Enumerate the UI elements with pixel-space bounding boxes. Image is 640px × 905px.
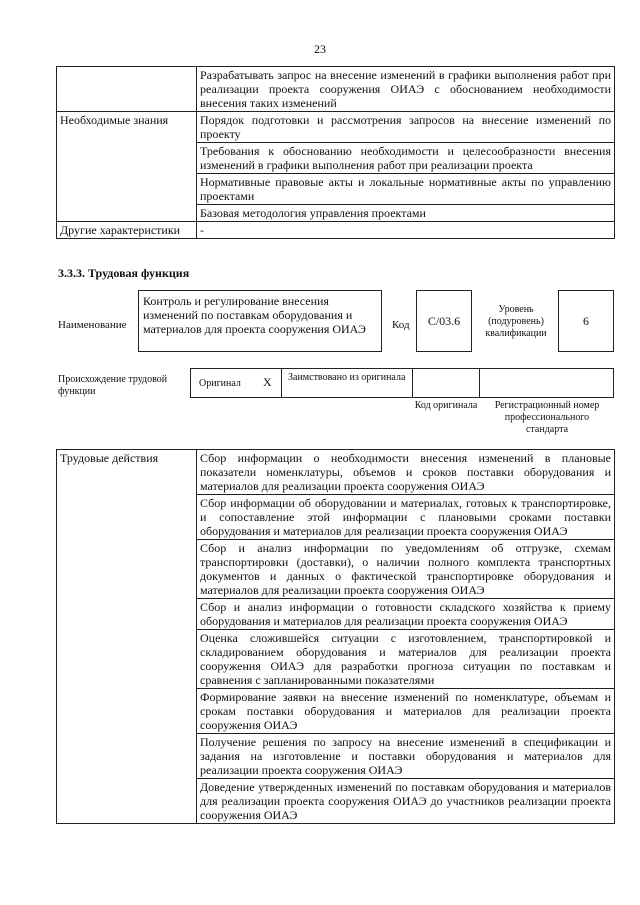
action-item: Доведение утвержденных изменений по поставкам оборудования и материалов для реализации проекта сооружения ОИАЭ до участников реализации проекта сооружения ОИАЭ [197,779,615,824]
borrowed-cell [281,368,413,398]
skill-item: Разрабатывать запрос на внесение изменений в графики выполнения работ при реализации проекта сооружения ОИАЭ с обоснованием необходимости внесения таких изменений [197,67,615,112]
actions-table [56,449,615,824]
level-value: 6 [558,290,614,352]
row-label [57,67,197,112]
table-row [57,450,615,495]
other-item: - [197,222,615,239]
code-caption: Код оригинала [414,400,478,411]
code-value: C/03.6 [416,290,472,352]
name-value: Контроль и регулирование внесения изменений по поставкам оборудования и материалов для проекта сооружения ОИАЭ [138,290,382,352]
page-number: 23 [314,42,326,56]
actions-label: Трудовые действия [57,450,197,824]
action-item: Сбор информации о необходимости внесения изменений в плановые показатели номенклатуры, объемов и сроков поставки оборудования и материалов для реализации проекта сооружения ОИАЭ [197,450,615,495]
knowledge-item: Требования к обоснованию необходимости и целесообразности внесения изменений в графики выполнения работ при реализации проекта [197,143,615,174]
table-row [57,112,615,143]
level-label: Уровень (подуровень) квалификации [485,304,547,339]
action-item: Формирование заявки на внесение изменений по номенклатуре, объемам и срокам поставки оборудования и материалов для реализации проекта сооружения ОИАЭ [197,689,615,734]
action-item: Оценка сложившейся ситуации с изготовлением, транспортировкой и складированием оборудования и материалов для реализации проекта сооружения ОИАЭ для разработки прогноза ситуации по поставкам и сравнения с запланированными показателями [197,630,615,689]
original-mark: X [263,375,272,389]
row-label-knowledge: Необходимые знания [57,112,197,222]
name-label: Наименование [58,319,127,331]
borrowed-label: Заимствовано из оригинала [288,372,406,383]
action-item: Получение решения по запросу на внесение изменений в спецификации и задания на изготовление и поставки оборудования и материалов для реализации проекта сооружения ОИАЭ [197,734,615,779]
origin-label: Происхождение трудовой функции [58,374,168,397]
section-title: 3.3.3. Трудовая функция [58,266,190,280]
row-label-other: Другие характеристики [57,222,197,239]
original-label: Оригинал [199,378,241,389]
code-label: Код [392,319,410,331]
registration-caption: Регистрационный номер профессионального стандарта [494,400,600,435]
knowledge-item: Порядок подготовки и рассмотрения запросов на внесение изменений по проекту [197,112,615,143]
original-code-cell [412,368,480,398]
action-item: Сбор и анализ информации о готовности складского хозяйства к приему оборудования и материалов для реализации проекта сооружения ОИАЭ [197,599,615,630]
table-row [57,67,615,112]
original-cell [190,368,282,398]
knowledge-item: Нормативные правовые акты и локальные нормативные акты по управлению проектами [197,174,615,205]
knowledge-table [56,66,615,239]
action-item: Сбор информации об оборудовании и материалах, готовых к транспортировке, и сопоставление этой информации с плановыми сроками поставки оборудования и материалов для реализации проекта сооружения ОИАЭ [197,495,615,540]
registration-number-cell [479,368,614,398]
knowledge-item: Базовая методология управления проектами [197,205,615,222]
table-row [57,222,615,239]
action-item: Сбор и анализ информации по уведомлениям об отгрузке, схемам транспортировки (доставки), о наличии полного комплекта транспортных документов и данных о фактической транспортировке оборудования и материалов для реализации проекта сооружения ОИАЭ [197,540,615,599]
